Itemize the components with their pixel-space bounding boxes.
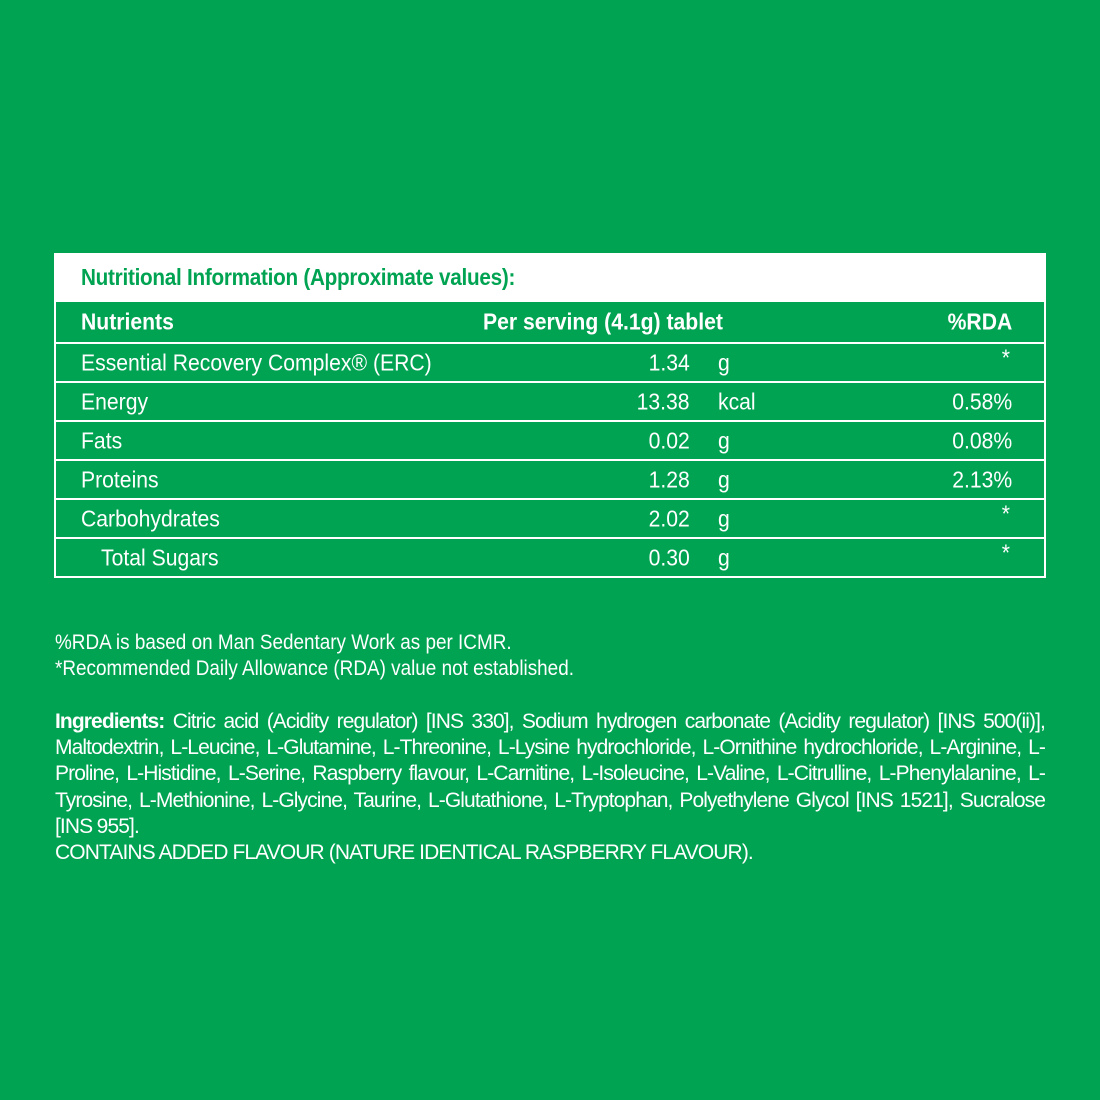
nutrient-rda: * — [1001, 500, 1010, 527]
table-row — [55, 538, 1045, 577]
ingredients-text: Citric acid (Acidity regulator) [INS 330], Sodium hydrogen carbonate (Acidity regulator) [INS 500(ii)], Maltodextrin, L-Leucine, L-Glutamine, L-Threonine, L-Lysine hydrochloride, L-Ornithine hydrochloride, L-Arginine, L-Proline, L-Histidine, L-Serine, Raspberry flavour, L-Carnitine, L-Isoleucine, L-Valine, L-Citrulline, L-Phenylalanine, L-Tyrosine, L-Methionine, L-Glycine, Taurine, L-Glutathione, L-Tryptophan, Polyethylene Glycol [INS 1521], Sucralose [INS 955]. — [55, 710, 1045, 838]
nutrition-title: Nutritional Information (Approximate values): — [81, 264, 516, 290]
table-cell — [55, 460, 1045, 499]
ingredients-label: Ingredients: — [55, 710, 165, 733]
table-row — [55, 421, 1045, 460]
table-cell — [55, 343, 1045, 382]
nutrient-rda: 0.08% — [951, 427, 1012, 453]
table-header — [55, 302, 1045, 343]
nutrient-amount: 1.28 — [648, 466, 690, 492]
nutrient-unit: kcal — [718, 388, 756, 414]
header-per-serving: Per serving (4.1g) tablet — [483, 308, 723, 335]
nutrient-name: Proteins — [81, 466, 159, 492]
nutrient-amount: 0.30 — [648, 544, 690, 570]
table-cell — [55, 421, 1045, 460]
ingredients-paragraph — [55, 709, 1045, 840]
table-row — [55, 343, 1045, 382]
nutrient-name: Carbohydrates — [81, 505, 220, 531]
nutrient-name: Fats — [81, 427, 123, 453]
header-rda: %RDA — [947, 308, 1012, 335]
nutrient-name: Energy — [81, 388, 149, 414]
nutrient-name: Essential Recovery Complex® (ERC) — [81, 349, 432, 375]
nutrient-amount: 0.02 — [648, 427, 690, 453]
table-row — [55, 499, 1045, 538]
nutrient-unit: g — [718, 427, 730, 453]
table-header-row — [55, 302, 1045, 343]
nutrient-unit: g — [718, 349, 730, 375]
nutrient-unit: g — [718, 466, 730, 492]
nutrient-unit: g — [718, 544, 730, 570]
nutrient-unit: g — [718, 505, 730, 531]
nutrition-title-bar — [54, 253, 1046, 302]
nutrition-panel — [54, 253, 1046, 578]
nutrient-amount: 1.34 — [648, 349, 690, 375]
footnote-rda-not-established: *Recommended Daily Allowance (RDA) value not established. — [55, 657, 574, 680]
table-cell — [55, 538, 1045, 577]
nutrient-rda: 2.13% — [951, 466, 1012, 492]
table-cell — [55, 382, 1045, 421]
table-cell — [55, 499, 1045, 538]
table-row — [55, 382, 1045, 421]
nutrient-rda: 0.58% — [951, 388, 1012, 414]
footnote-rda-basis: %RDA is based on Man Sedentary Work as per ICMR. — [55, 631, 512, 654]
footnotes — [55, 630, 1045, 682]
ingredients-section — [55, 709, 1045, 866]
nutrition-table — [54, 302, 1046, 578]
nutrient-rda: * — [1001, 539, 1010, 566]
table-row — [55, 460, 1045, 499]
nutrient-name: Total Sugars — [101, 544, 219, 570]
nutrient-amount: 2.02 — [648, 505, 690, 531]
nutrient-rda: * — [1001, 344, 1010, 371]
header-nutrients: Nutrients — [81, 308, 174, 335]
flavour-note: CONTAINS ADDED FLAVOUR (NATURE IDENTICAL RASPBERRY FLAVOUR). — [55, 841, 753, 865]
nutrient-amount: 13.38 — [637, 388, 690, 414]
